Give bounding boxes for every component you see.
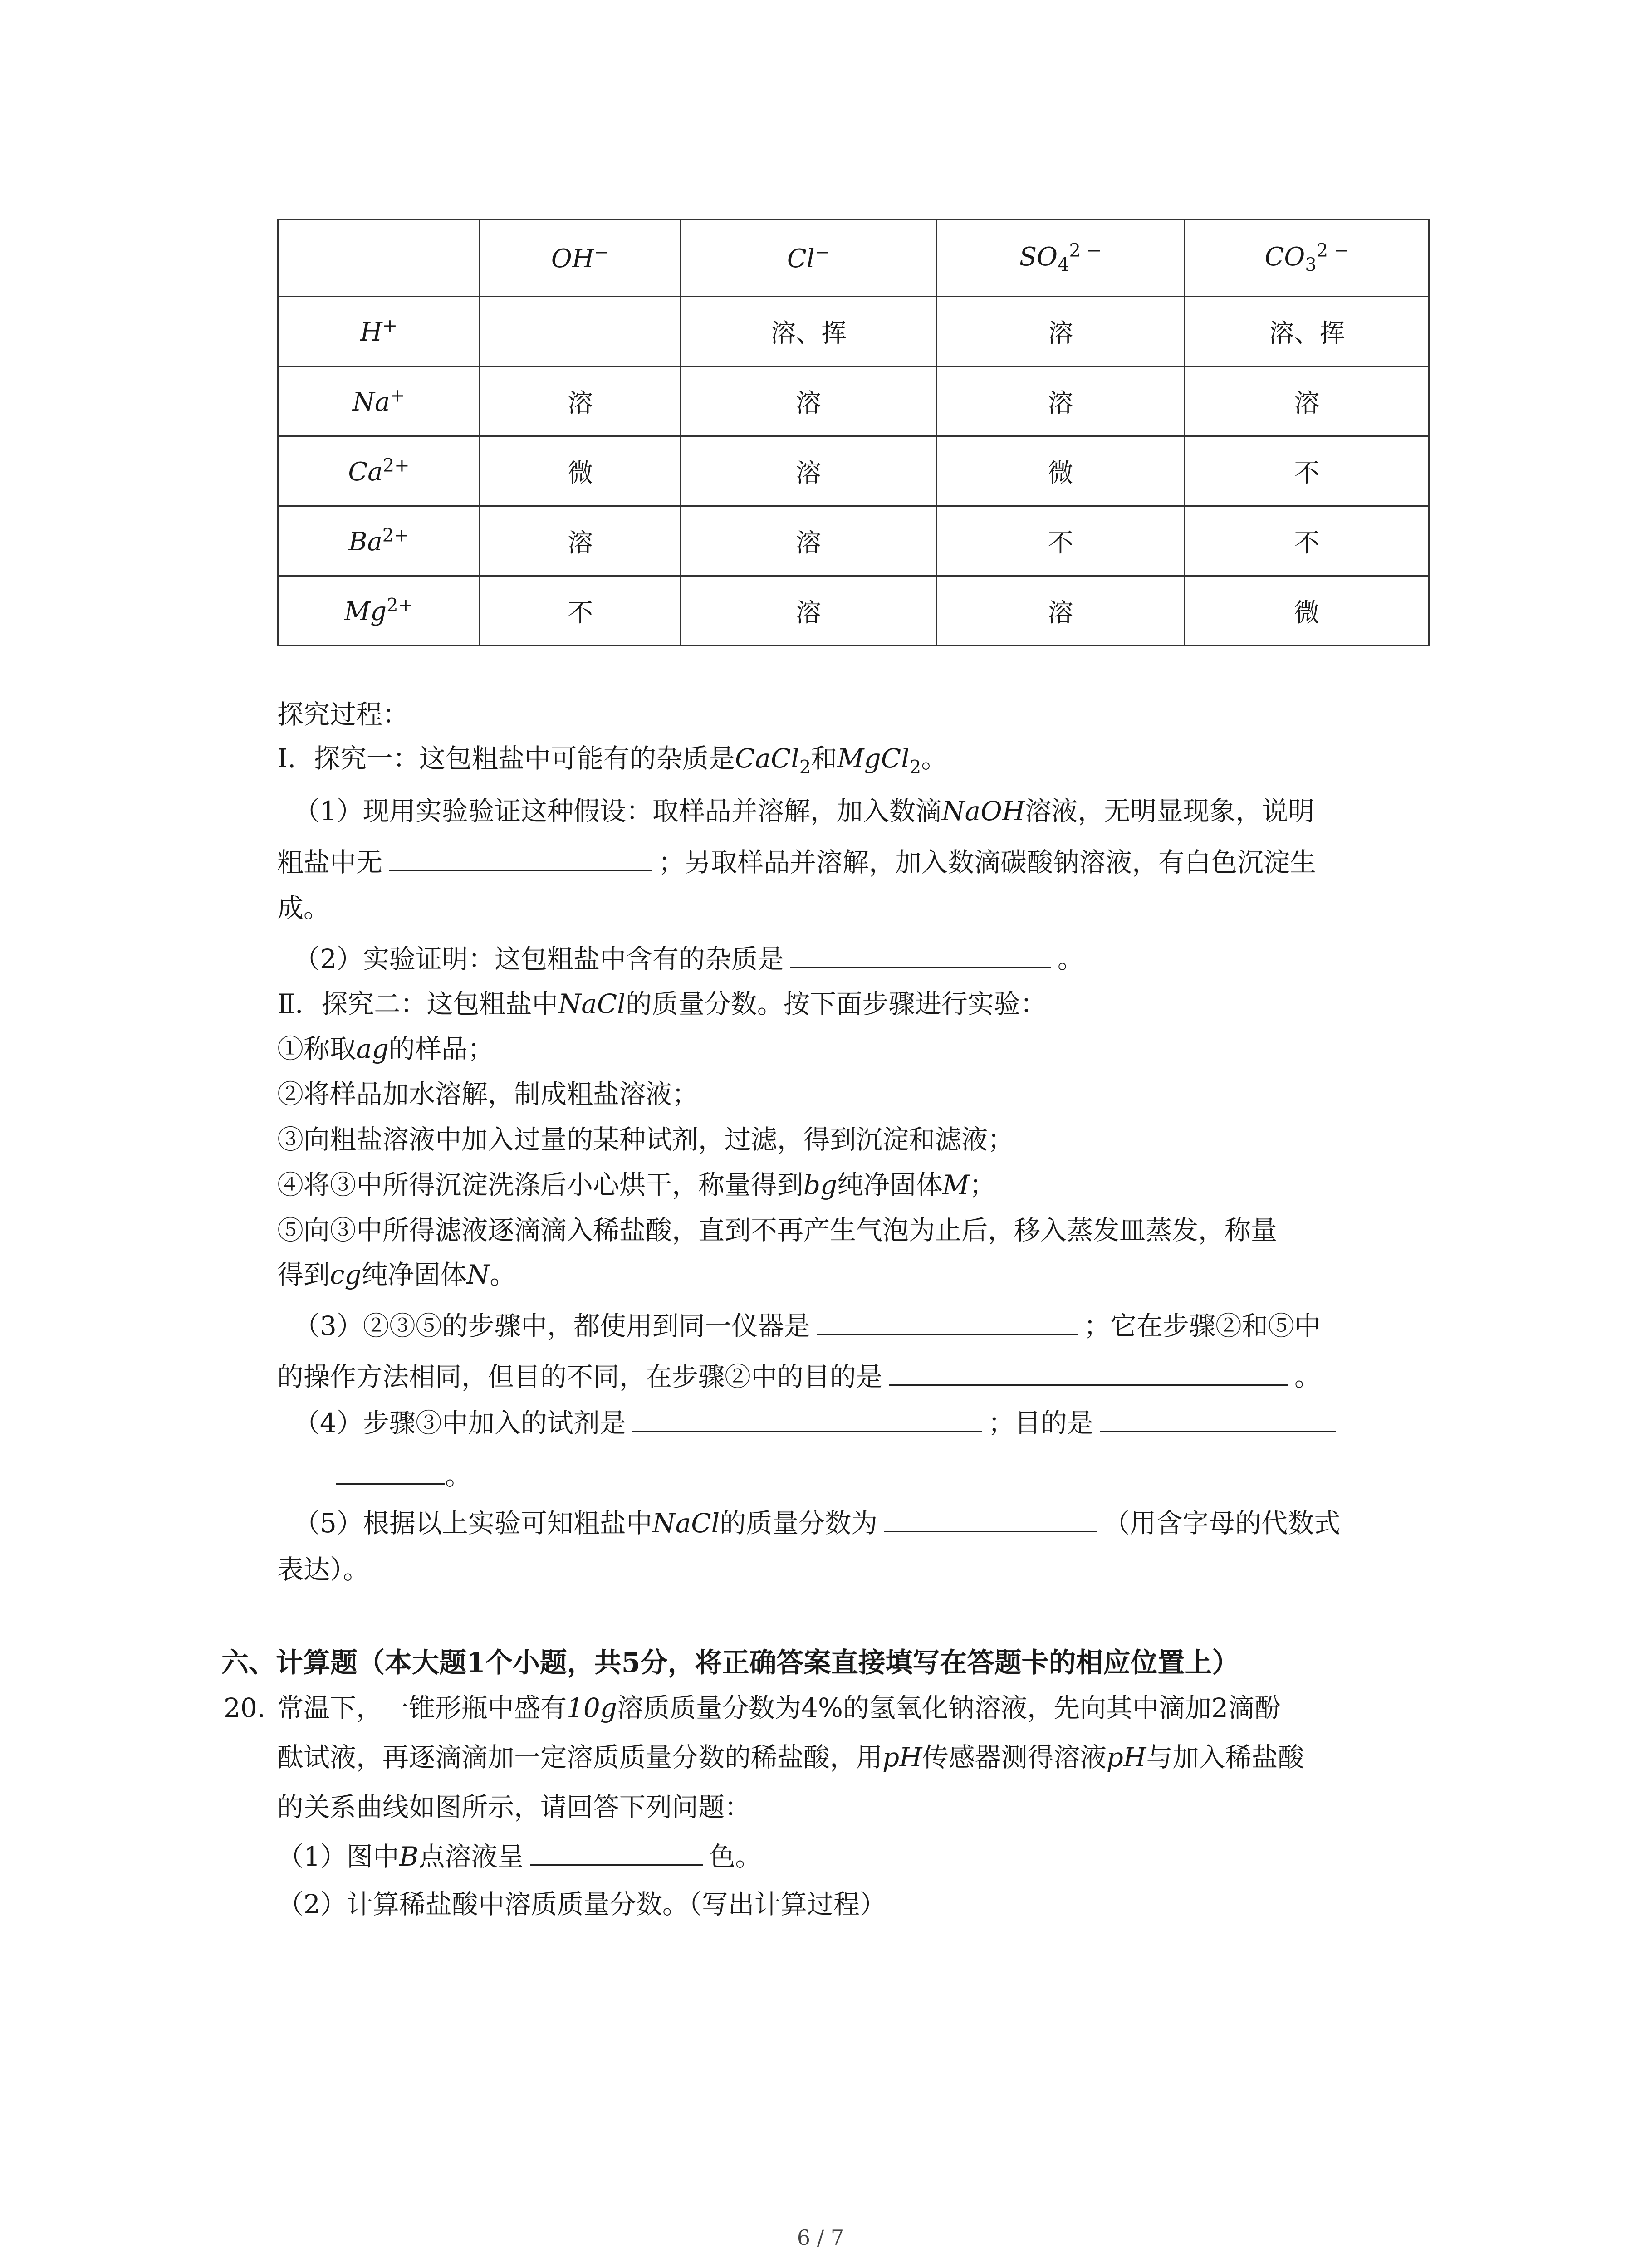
table-row: [278, 297, 1429, 367]
table-row: [278, 576, 1429, 646]
row-header-ca: $Ca^{2+}$: [278, 436, 480, 506]
answer-blank[interactable]: [336, 1457, 445, 1485]
col-header-so4: $SO_4^{2 -}$: [936, 220, 1185, 297]
answer-blank[interactable]: [884, 1505, 1097, 1532]
col-header-oh: OH−: [480, 220, 681, 297]
table-row: [278, 367, 1429, 436]
table-cell: 溶: [936, 367, 1185, 436]
page-number: 6 / 7: [797, 2225, 844, 2250]
answer-blank[interactable]: [889, 1358, 1288, 1386]
table-cell: 不: [1185, 506, 1429, 576]
q20-sub2: （2）计算稀盐酸中溶质质量分数。（写出计算过程）: [277, 1889, 886, 1920]
row-header-na: Na+: [278, 367, 480, 436]
q1-line2: 粗盐中无 ；另取样品并溶解，加入数滴碳酸钠溶液，有白色沉淀生: [277, 844, 1316, 880]
part1-line: Ⅰ．探究一：这包粗盐中可能有的杂质是CaCl$_2$和MgCl$_2$。: [277, 743, 948, 778]
step-4: ④将③中所得沉淀洗涤后小心烘干，称量得到bg纯净固体M；: [277, 1169, 996, 1200]
table-cell: 微: [936, 436, 1185, 506]
q20-line3: 的关系曲线如图所示，请回答下列问题：: [277, 1792, 751, 1823]
table-cell: 溶: [936, 576, 1185, 646]
step-5: ⑤向③中所得滤液逐滴滴入稀盐酸，直到不再产生气泡为止后，移入蒸发皿蒸发，称量: [277, 1215, 1278, 1246]
answer-blank[interactable]: [790, 940, 1051, 968]
step-5-cont: 得到cg纯净固体N。: [277, 1259, 516, 1290]
col-header-co3: $CO_3^{2 -}$: [1185, 220, 1429, 297]
step-1: ①称取ag的样品；: [277, 1033, 494, 1064]
row-header-ba: $Ba^{2+}$: [278, 506, 480, 576]
q4-line2: 。: [277, 1457, 471, 1494]
step-2: ②将样品加水溶解，制成粗盐溶液；: [277, 1079, 699, 1110]
table-cell: 溶、挥: [681, 297, 936, 367]
table-cell: 溶、挥: [1185, 297, 1429, 367]
row-header-h: H+: [278, 297, 480, 367]
col-header-cl: Cl−: [681, 220, 936, 297]
table-row: [278, 506, 1429, 576]
answer-blank[interactable]: [1100, 1404, 1336, 1432]
solubility-table: [277, 219, 1430, 646]
answer-blank[interactable]: [530, 1838, 703, 1866]
table-cell: 溶: [480, 367, 681, 436]
q1-line1: （1）现用实验验证这种假设：取样品并溶解，加入数滴NaOH溶液，无明显现象，说明: [294, 796, 1315, 826]
table-cell: 不: [480, 576, 681, 646]
process-title: 探究过程：: [277, 699, 409, 730]
step-3: ③向粗盐溶液中加入过量的某种试剂，过滤，得到沉淀和滤液；: [277, 1124, 1014, 1155]
table-cell: [480, 297, 681, 367]
table-row: [278, 436, 1429, 506]
table-cell: 溶: [936, 297, 1185, 367]
answer-blank[interactable]: [817, 1307, 1078, 1335]
table-cell: 溶: [681, 506, 936, 576]
table-cell: 不: [936, 506, 1185, 576]
q1-line3: 成。: [277, 893, 330, 924]
table-cell: 溶: [1185, 367, 1429, 436]
table-cell: 不: [1185, 436, 1429, 506]
table-cell: 微: [480, 436, 681, 506]
q4-line1: （4）步骤③中加入的试剂是 ；目的是: [294, 1404, 1342, 1441]
section-heading: 六、计算题（本大题1个小题，共5分，将正确答案直接填写在答题卡的相应位置上）: [221, 1647, 1239, 1679]
table-cell: 溶: [681, 367, 936, 436]
table-cell: 溶: [681, 576, 936, 646]
table-corner-cell: [278, 220, 480, 297]
q20-sub1: （1）图中B点溶液呈 色。: [277, 1838, 762, 1875]
row-header-mg: $Mg^{2+}$: [278, 576, 480, 646]
answer-blank[interactable]: [632, 1404, 982, 1432]
table-header-row: [278, 220, 1429, 297]
table-cell: 微: [1185, 576, 1429, 646]
question-number: 20.: [224, 1692, 266, 1723]
part2-line: Ⅱ．探究二：这包粗盐中NaCl的质量分数。按下面步骤进行实验：: [277, 988, 1047, 1019]
table-cell: 溶: [480, 506, 681, 576]
q5-line1: （5）根据以上实验可知粗盐中NaCl的质量分数为 （用含字母的代数式: [294, 1505, 1340, 1541]
answer-blank[interactable]: [389, 844, 652, 871]
q20-line2: 酞试液，再逐滴滴加一定溶质质量分数的稀盐酸，用pH传感器测得溶液pH与加入稀盐酸: [277, 1742, 1304, 1773]
q20-line1: 常温下，一锥形瓶中盛有10g溶质质量分数为4%的氢氧化钠溶液，先向其中滴加2滴酚: [277, 1692, 1281, 1723]
q3-line2: 的操作方法相同，但目的不同，在步骤②中的目的是 。: [277, 1358, 1321, 1395]
q3-line1: （3）②③⑤的步骤中，都使用到同一仪器是 ；它在步骤②和⑤中: [294, 1307, 1321, 1344]
q2-line: （2）实验证明：这包粗盐中含有的杂质是 。: [294, 940, 1084, 977]
q5-line2: 表达）。: [277, 1554, 370, 1585]
table-cell: 溶: [681, 436, 936, 506]
